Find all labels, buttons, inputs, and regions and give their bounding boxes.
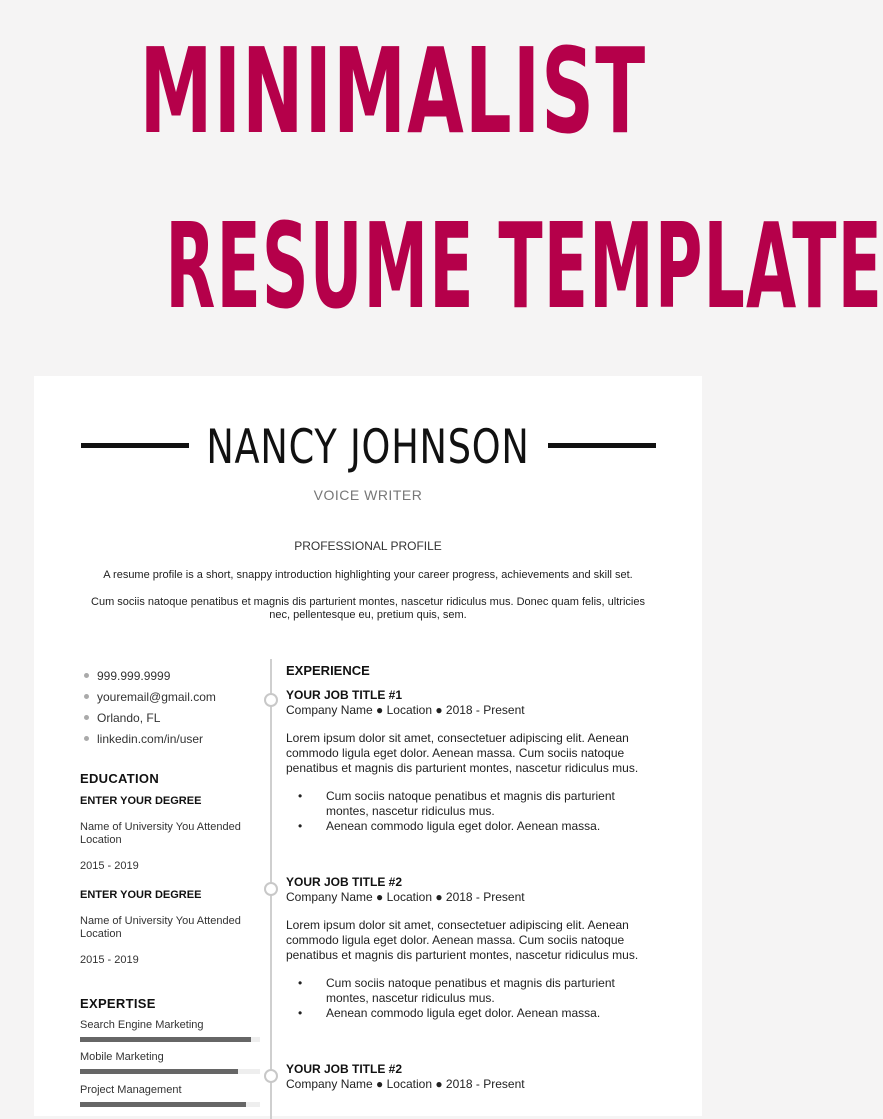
job-bullet: • Cum sociis natoque penatibus et magnis dis parturient montes, nascetur ridiculus mus. [298,976,656,1006]
bullet-dot-icon [84,715,89,720]
job-meta: Company Name ● Location ● 2018 - Present [286,890,525,904]
skill-bar [80,1102,260,1107]
profile-paragraph: Cum sociis natoque penatibus et magnis dis parturient montes, nascetur ridiculus mus. Donec quam felis, ultricies nec, pellentesque eu, pretium quis, sem. [91,596,645,621]
job-entry [286,688,656,834]
education-degree: ENTER YOUR DEGREE [80,795,202,807]
resume-role: VOICE WRITER [313,487,423,503]
skill-bar [80,1037,260,1042]
job-meta: Company Name ● Location ● 2018 - Present [286,1077,525,1091]
timeline-node-icon [264,1069,278,1083]
contact-location: Orlando, FL [84,707,216,728]
resume-name: NANCY JOHNSON [206,420,530,475]
skill-label: Mobile Marketing [80,1051,164,1063]
timeline-node-icon [264,693,278,707]
bullet-dot-icon [84,736,89,741]
banner-title-line-1: MINIMALIST [139,22,647,160]
profile-paragraph: A resume profile is a short, snappy introduction highlighting your career progress, achievements and skill set. [103,569,633,581]
skill-bar [80,1069,260,1074]
experience-heading: EXPERIENCE [286,663,370,678]
job-description: Lorem ipsum dolor sit amet, consectetuer adipiscing elit. Aenean commodo ligula eget dolor. Aenean massa. Cum sociis natoque penatibus et magnis dis parturient montes, nascetur ridiculus mus. [286,918,639,962]
timeline-node-icon [264,882,278,896]
education-heading: EDUCATION [80,771,160,786]
bullet-dot-icon [84,673,89,678]
expertise-heading: EXPERTISE [80,996,156,1011]
skill-label: Search Engine Marketing [80,1019,204,1031]
job-title: YOUR JOB TITLE #1 [286,688,403,702]
education-years: 2015 - 2019 [80,954,139,966]
profile-heading: PROFESSIONAL PROFILE [294,539,442,553]
contact-list [84,665,216,749]
job-entry [286,1062,656,1099]
contact-phone: 999.999.9999 [84,665,216,686]
skill-bar-fill [80,1037,251,1042]
name-divider-right [548,443,656,448]
job-bullet: • Aenean commodo ligula eget dolor. Aenean massa. [298,1006,656,1021]
job-meta: Company Name ● Location ● 2018 - Present [286,703,525,717]
education-degree: ENTER YOUR DEGREE [80,889,202,901]
resume-page [34,376,702,1116]
job-bullet-list [286,976,656,1021]
education-university: Name of University You Attended Location [80,821,241,846]
contact-email: youremail@gmail.com [84,686,216,707]
job-title: YOUR JOB TITLE #2 [286,1062,403,1076]
skill-bar-fill [80,1069,238,1074]
job-entry [286,875,656,1021]
bullet-dot-icon [84,694,89,699]
job-bullet-list [286,789,656,834]
job-description: Lorem ipsum dolor sit amet, consectetuer adipiscing elit. Aenean commodo ligula eget dolor. Aenean massa. Cum sociis natoque penatibus et magnis dis parturient montes, nascetur ridiculus mus. [286,731,639,775]
education-years: 2015 - 2019 [80,860,139,872]
name-header [34,420,702,475]
job-bullet: • Cum sociis natoque penatibus et magnis dis parturient montes, nascetur ridiculus mus. [298,789,656,819]
skill-bar-fill [80,1102,246,1107]
job-title: YOUR JOB TITLE #2 [286,875,403,889]
contact-linkedin: linkedin.com/in/user [84,728,216,749]
job-bullet: • Aenean commodo ligula eget dolor. Aenean massa. [298,819,656,834]
skill-label: Project Management [80,1084,182,1096]
banner-title-line-2: RESUME TEMPLATE [165,197,883,335]
education-university: Name of University You Attended Location [80,915,241,940]
